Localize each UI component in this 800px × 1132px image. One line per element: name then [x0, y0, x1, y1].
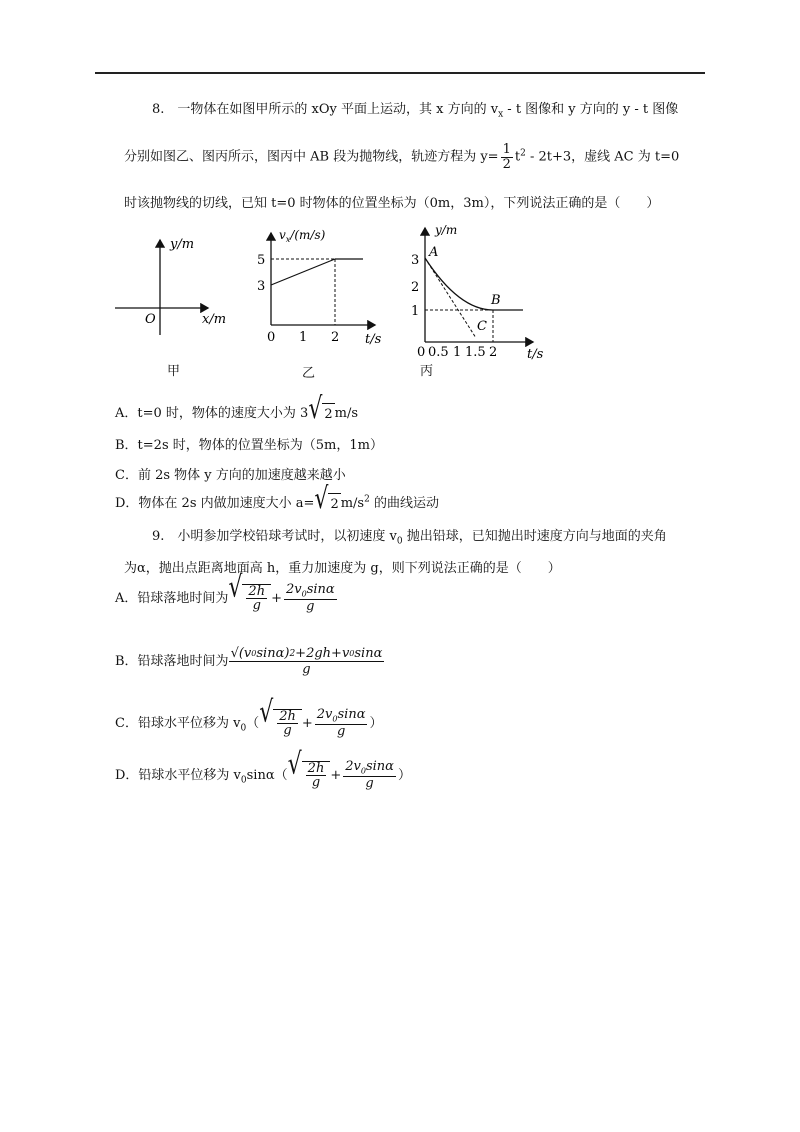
header-rule [95, 72, 705, 74]
yi-xtick-0: 0 [267, 330, 276, 345]
fig-caption-yi: 乙 [302, 366, 316, 381]
fraction-one-half: $\frac{1}{2}$ [502, 142, 511, 172]
yi-ylabel: $v_x/(m/s)$ [279, 228, 326, 244]
jia-ylabel: y/m [170, 237, 195, 252]
bing-xtick-05: 0.5 [428, 345, 449, 360]
jia-origin: O [145, 312, 156, 327]
yi-ytick-3: 3 [257, 279, 266, 294]
bing-parabola-ab [425, 258, 493, 310]
q8-option-b[interactable]: B．t=2s 时，物体的位置坐标为（5m，1m） [115, 438, 383, 453]
sqrt-symbol: √ $\frac{2h}{g}$ [288, 761, 331, 790]
fraction-large: √( v 0 sinα ) 2 +2gh + v 0 sinα g [230, 646, 383, 677]
bing-ytick-2: 2 [411, 280, 420, 295]
yi-xtick-2: 2 [331, 330, 340, 345]
bing-xtick-15: 1.5 [465, 345, 486, 360]
sqrt-symbol: √ 2 [314, 482, 339, 516]
q8-stem-line1: 8. 一物体在如图甲所示的 xOy 平面上运动，其 x 方向的 $v_x$ - t 图像和 y 方向的 y - t 图像 [152, 102, 679, 120]
sqrt-symbol: √ $\frac{2h}{g}$ [259, 709, 302, 738]
bing-ytick-3: 3 [411, 253, 420, 268]
q9-stem-line2: 为α，抛出点距离地面高 h，重力加速度为 g，则下列说法正确的是（ ） [124, 561, 561, 576]
yi-ytick-5: 5 [257, 253, 266, 268]
figure-bing-y-t [405, 220, 555, 360]
yi-xtick-1: 1 [299, 330, 308, 345]
jia-xlabel: x/m [202, 312, 227, 327]
q8-option-d[interactable]: D．物体在 2s 内做加速度大小 a= √ 2 $m/s^2$ 的曲线运动 [115, 482, 439, 516]
sqrt-symbol: √ $\frac{2h}{g}$ [228, 584, 271, 613]
q9-option-d[interactable]: D．铅球水平位移为 $v_0\sin\alpha$（ √ $\frac{2h}{g}$ + $\frac{2v_0\sin\alpha}{g}$ ） [115, 747, 411, 791]
fig-caption-bing: 丙 [420, 364, 434, 379]
bing-point-c: C [477, 319, 487, 334]
q8-option-a[interactable]: A．t=0 时，物体的速度大小为 3 √ 2 m/s [115, 392, 359, 426]
bing-ytick-1: 1 [411, 304, 420, 319]
figure-jia-axes [110, 230, 240, 340]
bing-xtick-0: 0 [417, 345, 426, 360]
bing-ylabel: y/m [435, 223, 458, 237]
fig-caption-jia: 甲 [167, 364, 181, 379]
q9-stem-line1: 9. 小明参加学校铅球考试时，以初速度 $v_0$ 抛出铅球，已知抛出时速度方向与地面的夹角 [152, 529, 667, 547]
q9-option-b[interactable]: B．铅球落地时间为 √( v 0 sinα ) 2 +2gh + v 0 sinα g [115, 646, 383, 677]
bing-point-a: A [429, 245, 439, 260]
yi-line-ramp [271, 259, 335, 285]
q9-option-a[interactable]: A．铅球落地时间为 √ $\frac{2h}{g}$ + $\frac{2v_0\sin\alpha}{g}$ [115, 570, 335, 614]
figure-yi-vx-t [255, 225, 395, 350]
yi-xlabel: t/s [365, 332, 382, 347]
q8-option-c[interactable]: C．前 2s 物体 y 方向的加速度越来越小 [115, 468, 346, 483]
q8-stem-line3: 时该抛物线的切线，已知 t=0 时物体的位置坐标为（0m，3m），下列说法正确的是（ ） [124, 196, 660, 211]
bing-point-b: B [491, 293, 501, 308]
sqrt-symbol: √ 2 [308, 392, 333, 426]
bing-xtick-2: 2 [489, 345, 498, 360]
q8-stem-line2: 分别如图乙、图丙所示，图丙中 AB 段为抛物线，轨迹方程为 y= $\frac{1}{2}$ $t^2 - 2t+3$，虚线 AC 为 t=0 [124, 142, 680, 172]
bing-xtick-1: 1 [453, 345, 462, 360]
bing-xlabel: t/s [527, 347, 544, 360]
q9-option-c[interactable]: C．铅球水平位移为 $v_0$（ √ $\frac{2h}{g}$ + $\frac{2v_0\sin\alpha}{g}$ ） [115, 695, 383, 739]
